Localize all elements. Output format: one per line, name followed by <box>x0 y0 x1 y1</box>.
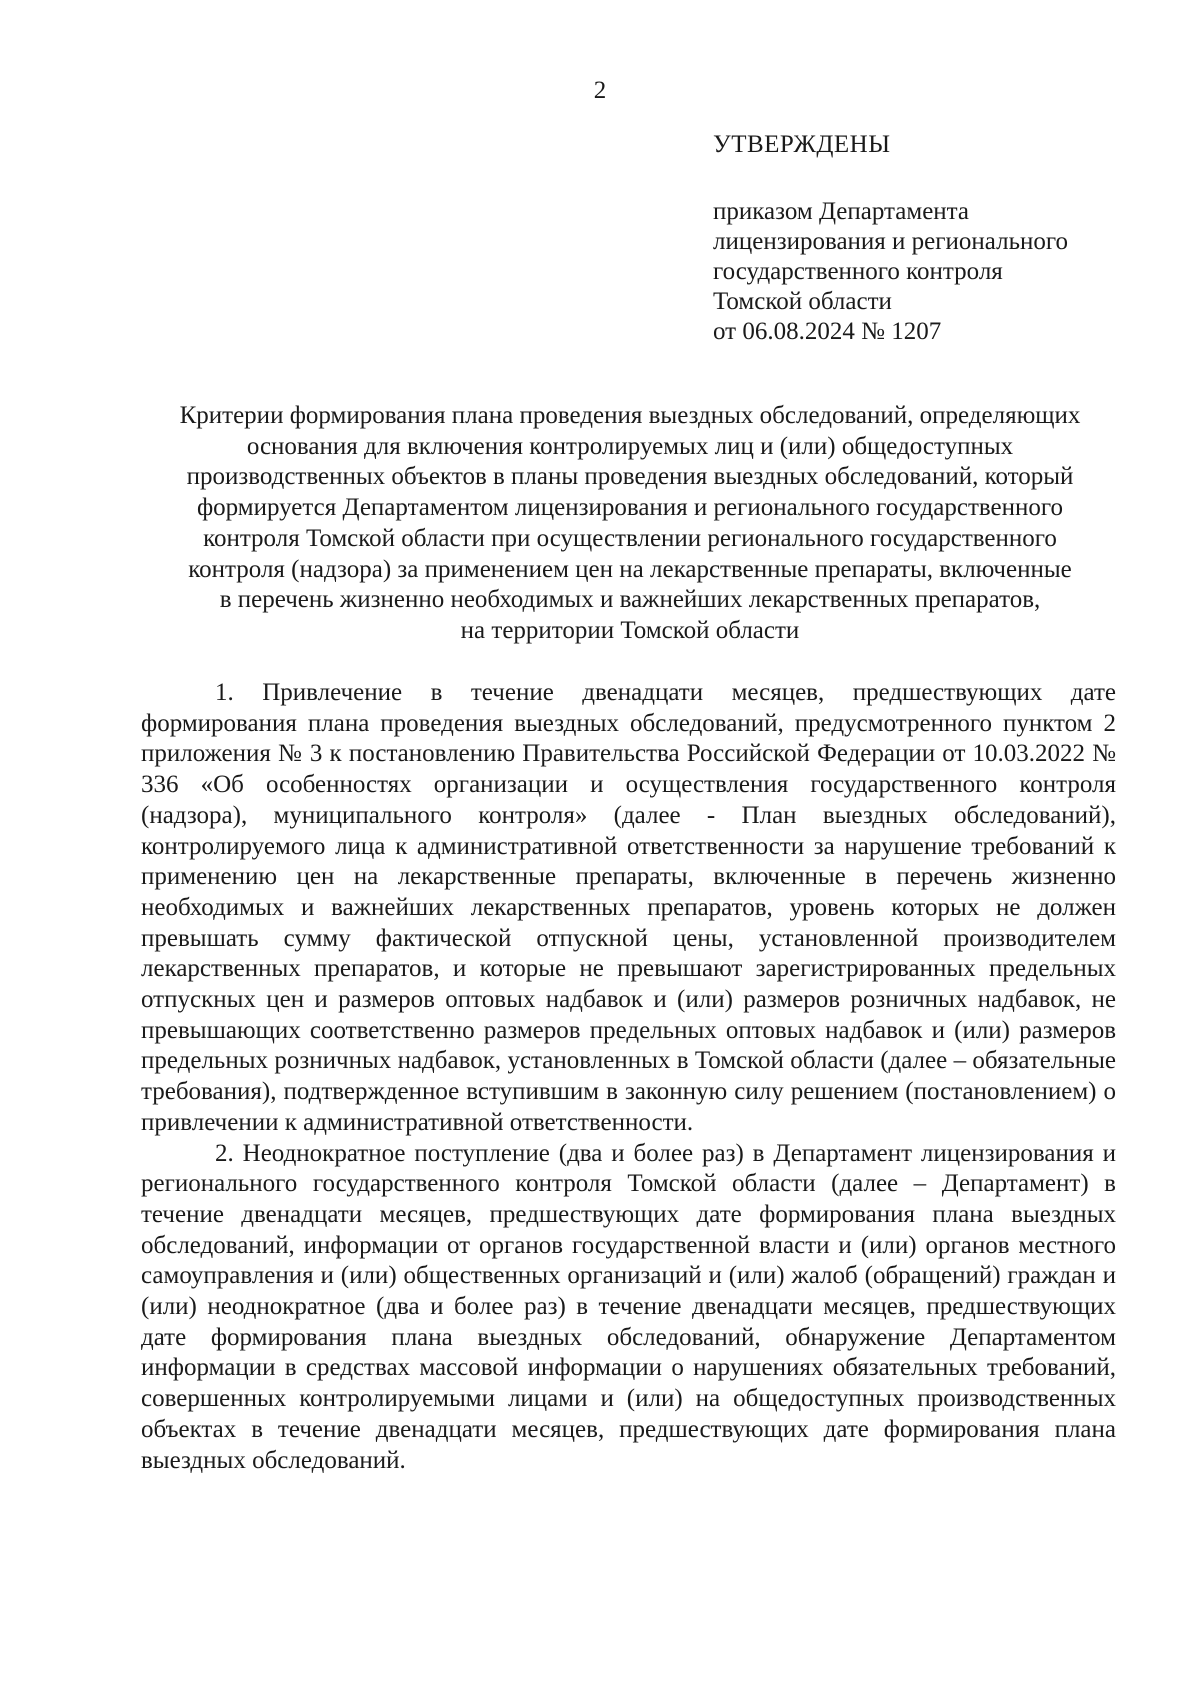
approval-line: приказом Департамента <box>713 198 969 225</box>
paragraph-2: 2. Неоднократное поступление (два и более раз) в Департамент лицензирования и регионального государственного контроля Томской области (далее – Департамент) в течение двенадцати месяцев, предшествующих дате формирования плана выездных обследований, информации от органов государственной власти и (или) органов местного самоуправления и (или) общественных организаций и (или) жалоб (обращений) граждан и (или) неоднократное (два и более раз) в течение двенадцати месяцев, предшествующих дате формирования плана выездных обследований, обнаружение Департаментом информации в средствах массовой информации о нарушениях обязательных требований, совершенных контролируемыми лицами и (или) на общедоступных производственных объектах в течение двенадцати месяцев, предшествующих дате формирования плана выездных обследований. <box>141 1139 1116 1474</box>
approval-line: от 06.08.2024 № 1207 <box>713 318 942 345</box>
title-line: формируется Департаментом лицензирования и регионального государственного <box>196 494 1064 522</box>
document-title <box>140 401 1120 647</box>
document-body <box>141 678 1116 1476</box>
paragraph-1: 1. Привлечение в течение двенадцати месяцев, предшествующих дате формирования плана проведения выездных обследований, предусмотренного пунктом 2 приложения № 3 к постановлению Правительства Российской Федерации от 10.03.2022 № 336 «Об особенностях организации и осуществления государственного контроля (надзора), муниципального контроля» (далее - План выездных обследований), контролируемого лица к административной ответственности за нарушение требований к применению цен на лекарственные препараты, включенные в перечень жизненно необходимых и важнейших лекарственных препаратов, уровень которых не должен превышать сумму фактической отпускной цены, установленной производителем лекарственных препаратов, и которые не превышают зарегистрированных предельных отпускных цен и размеров оптовых надбавок и (или) размеров розничных надбавок, не превышающих соответственно размеров предельных оптовых надбавок и (или) размеров предельных розничных надбавок, установленных в Томской области (далее – обязательные требования), подтвержденное вступившим в законную силу решением (постановлением) о привлечении к административной ответственности. <box>141 679 1116 1136</box>
title-line: контроля (надзора) за применением цен на лекарственные препараты, включенные <box>188 555 1072 583</box>
title-line: контроля Томской области при осуществлении регионального государственного <box>203 524 1057 552</box>
approval-line: Томской области <box>713 288 892 315</box>
title-line: Критерии формирования плана проведения выездных обследований, определяющих <box>179 402 1081 429</box>
title-line: основания для включения контролируемых лиц и (или) общедоступных <box>246 432 1014 460</box>
page-number: 2 <box>593 77 607 104</box>
title-line: на территории Томской области <box>460 616 800 644</box>
approval-line: лицензирования и регионального <box>713 228 1068 255</box>
approval-block <box>713 130 1068 347</box>
approval-heading: УТВЕРЖДЕНЫ <box>713 131 891 158</box>
approval-line: государственного контроля <box>713 258 1003 285</box>
title-line: в перечень жизненно необходимых и важнейших лекарственных препаратов, <box>219 586 1041 614</box>
title-line: производственных объектов в планы проведения выездных обследований, который <box>186 463 1074 491</box>
